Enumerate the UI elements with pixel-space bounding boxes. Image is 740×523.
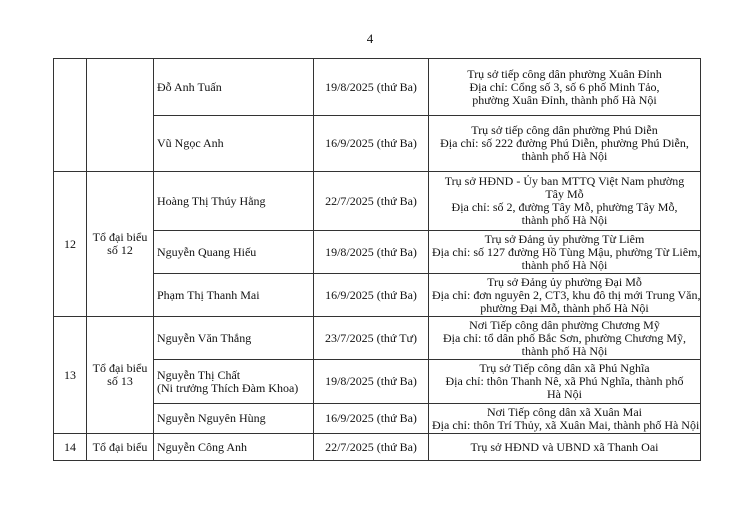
location-line: Tây Mỗ bbox=[545, 187, 584, 201]
delegate-group-label: số 12 bbox=[107, 243, 133, 257]
location-line: Địa chỉ: số 127 đường Hồ Tùng Mậu, phường Từ Liêm, bbox=[432, 244, 701, 259]
row-number-cell bbox=[54, 434, 87, 461]
location-line: Địa chỉ: số 2, đường Tây Mỗ, phường Tây Mỗ, bbox=[451, 200, 678, 214]
delegate-name-cell bbox=[154, 360, 314, 404]
meeting-date-cell bbox=[314, 404, 429, 434]
delegate-group-cell bbox=[87, 59, 154, 172]
delegate-name-cell bbox=[154, 172, 314, 231]
delegate-name-cell bbox=[154, 434, 314, 461]
meeting-location-cell bbox=[429, 172, 701, 231]
delegate-name-cell bbox=[154, 317, 314, 360]
location-line: Địa chỉ: Cổng số 3, số 6 phố Minh Tảo, bbox=[469, 79, 660, 94]
meeting-date: 22/7/2025 (thứ Ba) bbox=[325, 193, 417, 208]
meeting-location-cell bbox=[429, 360, 701, 404]
meeting-date: 23/7/2025 (thứ Tư) bbox=[324, 330, 418, 345]
meeting-location-cell bbox=[429, 317, 701, 360]
delegate-group-label: số 13 bbox=[107, 374, 133, 388]
delegate-name: Hoàng Thị Thúy Hằng bbox=[157, 193, 266, 208]
location-line: thành phố Hà Nội bbox=[521, 149, 608, 163]
meeting-date: 16/9/2025 (thứ Ba) bbox=[325, 411, 417, 425]
location-line: Trụ sở Đảng ủy phường Đại Mỗ bbox=[487, 274, 642, 289]
meeting-location-cell bbox=[429, 231, 701, 274]
row-number: 12 bbox=[64, 236, 76, 251]
location-line: Trụ sở tiếp công dân phường Phú Diễn bbox=[471, 123, 658, 137]
row-number-cell bbox=[54, 317, 87, 434]
delegate-name: Vũ Ngọc Anh bbox=[157, 136, 224, 150]
location-line: Trụ sở Đảng ủy phường Từ Liêm bbox=[484, 231, 645, 246]
reception-schedule-table bbox=[53, 58, 701, 461]
location-line: Địa chỉ: số 222 đường Phú Diễn, phường Phú Diễn, bbox=[440, 136, 689, 150]
location-line: Địa chỉ: thôn Trí Thủy, xã Xuân Mai, thành phố Hà Nội bbox=[432, 417, 700, 432]
row-number: 13 bbox=[64, 367, 76, 382]
delegate-group-cell bbox=[87, 434, 154, 461]
meeting-date-cell bbox=[314, 59, 429, 116]
location-line: phường Xuân Đỉnh, thành phố Hà Nội bbox=[472, 92, 657, 107]
meeting-location-cell bbox=[429, 116, 701, 172]
row-number: 14 bbox=[64, 439, 76, 454]
delegate-name-cell bbox=[154, 59, 314, 116]
meeting-date-cell bbox=[314, 172, 429, 231]
meeting-date-cell bbox=[314, 116, 429, 172]
delegate-name-note: (Ni trưởng Thích Đàm Khoa) bbox=[157, 380, 299, 395]
row-number-cell bbox=[54, 59, 87, 172]
delegate-name: Phạm Thị Thanh Mai bbox=[157, 287, 260, 302]
meeting-date: 22/7/2025 (thứ Ba) bbox=[325, 439, 417, 454]
meeting-location-cell bbox=[429, 59, 701, 116]
delegate-name-cell bbox=[154, 274, 314, 317]
meeting-location-cell bbox=[429, 404, 701, 434]
location-line: thành phố Hà Nội bbox=[521, 257, 608, 272]
delegate-name: Nguyễn Quang Hiếu bbox=[157, 244, 257, 259]
meeting-date-cell bbox=[314, 434, 429, 461]
location-line: Nơi Tiếp công dân phường Chương Mỹ bbox=[469, 317, 660, 332]
delegate-name: Nguyễn Thị Chất bbox=[157, 367, 241, 382]
meeting-location-cell bbox=[429, 434, 701, 461]
location-line: thành phố Hà Nội bbox=[521, 343, 608, 358]
meeting-date: 16/9/2025 (thứ Ba) bbox=[325, 136, 417, 150]
delegate-group-cell bbox=[87, 317, 154, 434]
meeting-date: 16/9/2025 (thứ Ba) bbox=[325, 287, 417, 302]
row-number-cell bbox=[54, 172, 87, 317]
delegate-name: Nguyễn Văn Thắng bbox=[157, 330, 252, 345]
delegate-name: Đỗ Anh Tuấn bbox=[157, 79, 222, 94]
table-row bbox=[54, 317, 701, 360]
location-line: Hà Nội bbox=[547, 387, 582, 401]
location-line: Địa chỉ: thôn Thanh Nê, xã Phú Nghĩa, thành phố bbox=[445, 374, 684, 388]
page-number: 4 bbox=[366, 31, 374, 46]
meeting-date-cell bbox=[314, 274, 429, 317]
location-line: phường Đại Mỗ, thành phố Hà Nội bbox=[480, 300, 649, 315]
location-line: Địa chỉ: tổ dân phố Bắc Sơn, phường Chương Mỹ, bbox=[442, 330, 687, 345]
delegate-group-label: Tổ đại biểu bbox=[92, 230, 148, 244]
location-line: Địa chỉ: đơn nguyên 2, CT3, khu đô thị mới Trung Văn, bbox=[432, 287, 701, 302]
delegate-group-label: Tổ đại biểu bbox=[92, 361, 148, 375]
delegate-name-cell bbox=[154, 116, 314, 172]
delegate-name: Nguyễn Công Anh bbox=[157, 439, 247, 454]
delegate-name-cell bbox=[154, 231, 314, 274]
location-line: Trụ sở HĐND - Ủy ban MTTQ Việt Nam phường bbox=[444, 174, 685, 188]
meeting-date-cell bbox=[314, 360, 429, 404]
meeting-date-cell bbox=[314, 231, 429, 274]
meeting-location-cell bbox=[429, 274, 701, 317]
delegate-group-label: Tổ đại biểu bbox=[92, 439, 148, 454]
delegate-name: Nguyễn Nguyên Hùng bbox=[157, 411, 266, 425]
meeting-date: 19/8/2025 (thứ Ba) bbox=[325, 244, 417, 259]
delegate-name-cell bbox=[154, 404, 314, 434]
location-line: Trụ sở Tiếp công dân xã Phú Nghĩa bbox=[479, 361, 650, 375]
location-line: Trụ sở HĐND và UBND xã Thanh Oai bbox=[470, 439, 659, 454]
meeting-date: 19/8/2025 (thứ Ba) bbox=[325, 374, 417, 388]
location-line: thành phố Hà Nội bbox=[521, 213, 608, 227]
table-row bbox=[54, 59, 701, 116]
meeting-date: 19/8/2025 (thứ Ba) bbox=[325, 79, 417, 94]
table-row bbox=[54, 172, 701, 231]
table-row bbox=[54, 434, 701, 461]
meeting-date-cell bbox=[314, 317, 429, 360]
location-line: Nơi Tiếp công dân xã Xuân Mai bbox=[487, 404, 642, 419]
delegate-group-cell bbox=[87, 172, 154, 317]
location-line: Trụ sở tiếp công dân phường Xuân Đỉnh bbox=[467, 66, 662, 81]
